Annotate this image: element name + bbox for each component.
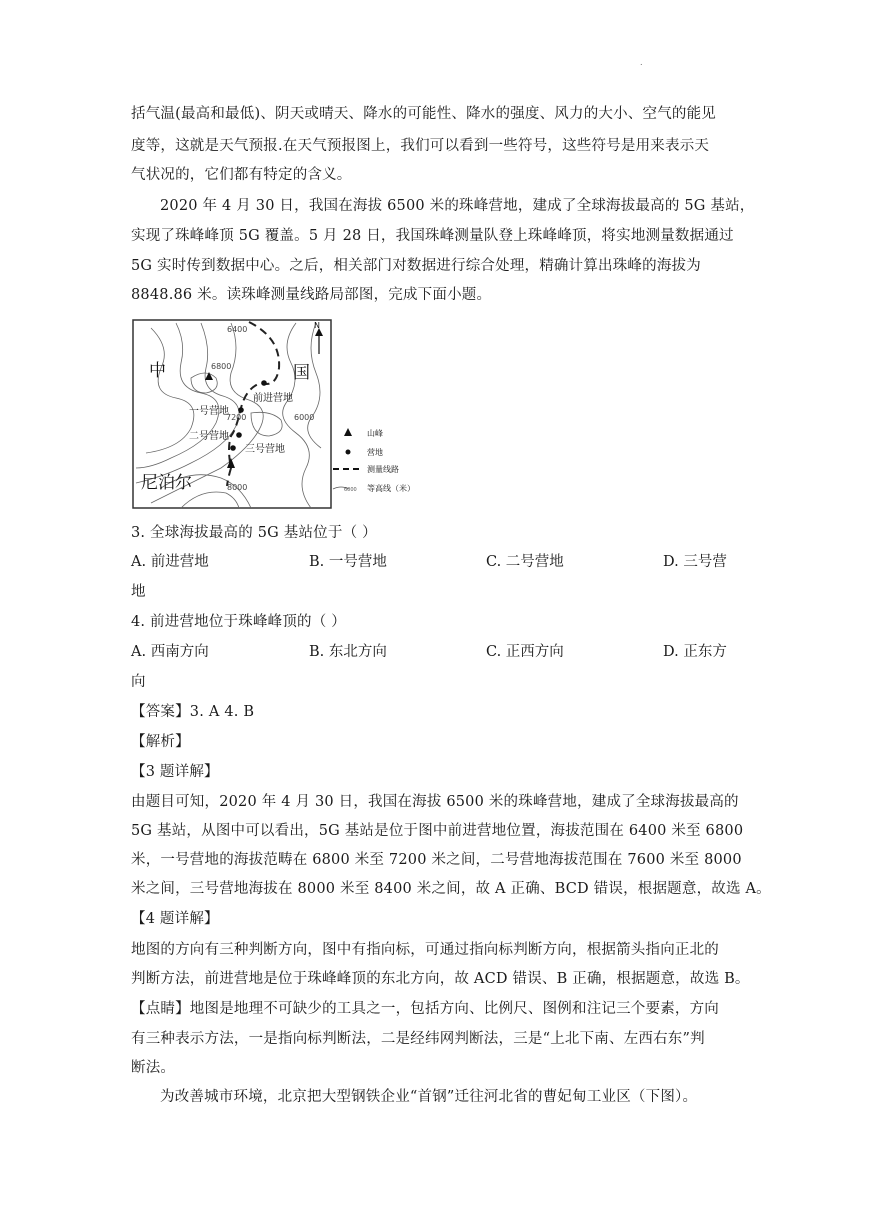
paragraph-line: 5G 基站，从图中可以看出，5G 基站是位于图中前进营地位置，海拔范围在 6400 米至 6800: [131, 823, 744, 839]
paragraph-line: 2020 年 4 月 30 日，我国在海拔 6500 米的珠峰营地，建成了全球海拔最高的 5G 基站，: [160, 198, 755, 214]
paragraph-line: 实现了珠峰峰顶 5G 覆盖。5 月 28 日，我国珠峰测量队登上珠峰峰顶，将实地测量数据通过: [131, 228, 734, 244]
legend-peak-icon: [344, 428, 352, 436]
analysis-heading: 【解析】: [131, 734, 190, 750]
paragraph-line: 米之间，三号营地海拔在 8000 米至 8400 米之间，故 A 正确、BCD 错误，根据题意，故选 A。: [131, 881, 771, 897]
camp-dot-2: [236, 432, 242, 438]
paragraph-line: 5G 实时传到数据中心。之后，相关部门对数据进行综合处理，精确计算出珠峰的海拔为: [131, 258, 701, 274]
paragraph-line: 气状况的，它们都有特定的含义。: [131, 167, 352, 183]
q3-option-d-wrap: 地: [131, 584, 146, 600]
contour-label: 7200: [226, 413, 247, 422]
q4-option-a: A. 西南方向: [131, 644, 209, 660]
paragraph-line: 括气温(最高和最低)、阴天或晴天、降水的可能性、降水的强度、风力的大小、空气的能见: [131, 106, 717, 122]
q3-option-c: C. 二号营地: [486, 554, 564, 570]
everest-route-map: [131, 318, 441, 513]
header-mark: .: [640, 58, 643, 67]
country-label-china: 国: [293, 363, 310, 383]
q4-option-d: D. 正东方: [663, 644, 727, 660]
q3-detail-heading: 【3 题详解】: [131, 764, 219, 780]
q3-option-d: D. 三号营: [663, 554, 727, 570]
country-label-china: 中: [149, 361, 166, 381]
paragraph-line: 8848.86 米。读珠峰测量线路局部图，完成下面小题。: [131, 287, 492, 303]
camp-dot-3: [230, 445, 236, 451]
camp-dot-1: [238, 407, 244, 413]
paragraph-line: 为改善城市环境，北京把大型钢铁企业“首钢”迁往河北省的曹妃甸工业区（下图）。: [160, 1089, 698, 1105]
tip-line: 断法。: [131, 1060, 176, 1076]
legend-camp-icon: [346, 450, 351, 455]
contour-label: 6400: [227, 325, 248, 334]
camp-label: 一号营地: [189, 406, 229, 417]
contour-label: 6800: [211, 362, 232, 371]
svg-text:山峰: 山峰: [367, 429, 383, 438]
paragraph-line: 判断方法，前进营地是位于珠峰峰顶的东北方向，故 ACD 错误、B 正确，根据题意，故选 B。: [131, 971, 750, 987]
q4-option-c: C. 正西方向: [486, 644, 564, 660]
camp-label: 三号营地: [245, 444, 285, 455]
contour-label: 6000: [294, 413, 315, 422]
country-label-nepal: 尼泊尔: [141, 473, 192, 493]
paragraph-line: 度等，这就是天气预报.在天气预报图上，我们可以看到一些符号，这些符号是用来表示天: [131, 138, 710, 154]
tip-line: 有三种表示方法，一是指向标判断法，二是经纬网判断法，三是“上北下南、左西右东”判: [131, 1031, 705, 1047]
question-4-stem: 4. 前进营地位于珠峰峰顶的（ ）: [131, 614, 346, 630]
answer-line: 【答案】3. A 4. B: [131, 704, 255, 720]
paragraph-line: 地图的方向有三种判断方向，图中有指向标，可通过指向标判断方向，根据箭头指向正北的: [131, 942, 719, 958]
paragraph-line: 米，一号营地的海拔范畴在 6800 米至 7200 米之间，二号营地海拔范围在 7600 米至 8000: [131, 852, 742, 868]
svg-text:测量线路: 测量线路: [367, 465, 399, 474]
svg-text:等高线（米）: 等高线（米）: [367, 484, 415, 493]
svg-text:6000: 6000: [344, 487, 357, 493]
q4-option-d-wrap: 向: [131, 674, 146, 690]
q3-option-b: B. 一号营地: [309, 554, 387, 570]
camp-dot-advance: [261, 380, 267, 386]
q4-detail-heading: 【4 题详解】: [131, 911, 219, 927]
paragraph-line: 由题目可知，2020 年 4 月 30 日，我国在海拔 6500 米的珠峰营地，建成了全球海拔最高的: [131, 794, 739, 810]
camp-label: 二号营地: [189, 431, 229, 442]
svg-text:营地: 营地: [367, 448, 383, 457]
tip-line: 【点睛】地图是地理不可缺少的工具之一，包括方向、比例尺、图例和注记三个要素，方向: [131, 1001, 719, 1017]
q3-option-a: A. 前进营地: [131, 554, 209, 570]
map-legend: [333, 428, 415, 493]
q4-option-b: B. 东北方向: [309, 644, 387, 660]
north-label: N: [314, 321, 320, 330]
camp-label: 前进营地: [253, 393, 293, 404]
question-3-stem: 3. 全球海拔最高的 5G 基站位于（ ）: [131, 525, 377, 541]
contour-label: 8000: [227, 483, 248, 492]
